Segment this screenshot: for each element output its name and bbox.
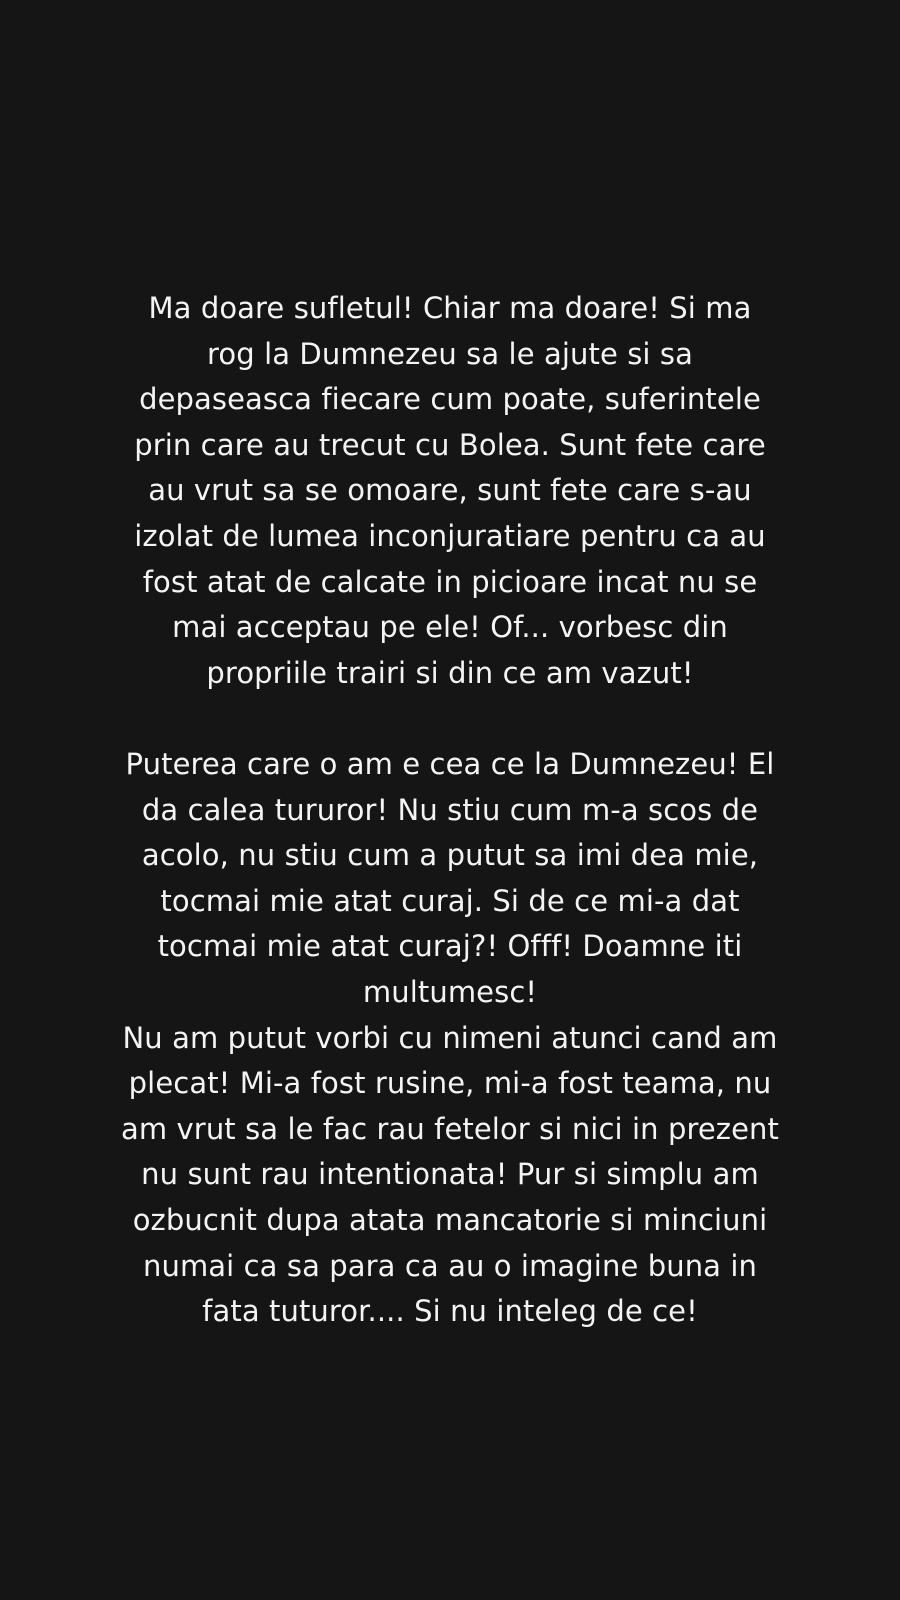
story-text-line: prin care au trecut cu Bolea. Sunt fete care (134, 427, 766, 462)
story-text-line: numai ca sa para ca au o imagine buna in (142, 1248, 758, 1283)
story-text-line: Nu am putut vorbi cu nimeni atunci cand am (122, 1020, 778, 1055)
story-text-line: au vrut sa se omoare, sunt fete care s-au (148, 473, 752, 508)
story-paragraph-2 (0, 742, 900, 1016)
story-text-line: mai acceptau pe ele! Of... vorbesc din (172, 610, 728, 645)
story-paragraph-3 (0, 1016, 900, 1335)
story-text-line: propriile trairi si din ce am vazut! (206, 655, 694, 690)
story-text-line: tocmai mie atat curaj?! Offf! Doamne iti (157, 929, 743, 964)
story-text-line: depaseasca fiecare cum poate, suferintele (139, 382, 761, 417)
story-text-line: rog la Dumnezeu sa le ajute si sa (207, 336, 693, 371)
story-text-line: tocmai mie atat curaj. Si de ce mi-a dat (160, 883, 740, 918)
story-paragraph-1 (0, 286, 900, 696)
story-text-line: fata tuturor.... Si nu inteleg de ce! (202, 1294, 698, 1329)
story-text-line: Ma doare sufletul! Chiar ma doare! Si ma (148, 291, 752, 325)
story-text-line: am vrut sa le fac rau fetelor si nici in prezent (121, 1111, 779, 1146)
story-text-line: fost atat de calcate in picioare incat nu se (142, 564, 758, 599)
story-text-line: plecat! Mi-a fost rusine, mi-a fost teama, nu (128, 1066, 772, 1101)
story-text-line: da calea tururor! Nu stiu cum m-a scos de (141, 792, 759, 827)
story-text-line: acolo, nu stiu cum a putut sa imi dea mie, (141, 838, 759, 873)
story-text-line: ozbucnit dupa atata mancatorie si minciuni (132, 1202, 768, 1237)
story-text-line: multumesc! (362, 974, 538, 1009)
story-text-line: izolat de lumea inconjuratiare pentru ca au (134, 518, 766, 553)
story-text-line: Puterea care o am e cea ce la Dumnezeu! El (125, 747, 775, 781)
story-text-line: nu sunt rau intentionata! Pur si simplu am (141, 1157, 759, 1192)
